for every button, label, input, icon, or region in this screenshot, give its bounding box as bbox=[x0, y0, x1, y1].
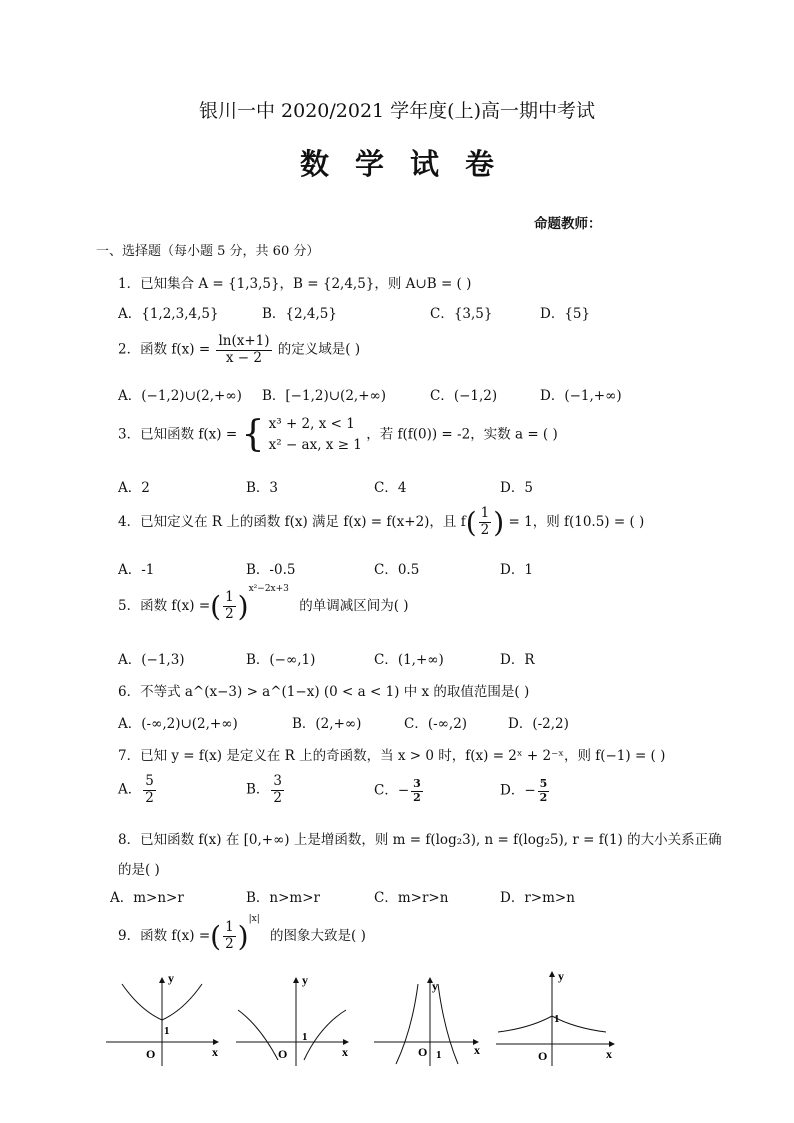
question-7-option-a: A． $\frac{5}{2}$ bbox=[118, 773, 154, 806]
question-1-stem: 1．已知集合 A = {1,3,5}，B = {2,4,5}，则 A∪B = ( ) bbox=[118, 276, 472, 292]
exam-title: 银川一中 2020/2021 学年度(上)高一期中考试 bbox=[198, 100, 595, 122]
teacher-label: 命题教师： bbox=[534, 216, 602, 232]
question-2-prefix: 2．函数 f(x) = bbox=[118, 341, 211, 358]
graph-d bbox=[496, 970, 614, 1066]
graph-b-one-label: 1 bbox=[302, 1031, 308, 1043]
question-8-option-a: A．m>n>r bbox=[110, 890, 184, 906]
graph-c bbox=[374, 978, 480, 1066]
question-5-prefix: 5．函数 f(x) = bbox=[118, 598, 211, 614]
question-4-stem: 4．已知定义在 R 上的函数 f(x) 满足 f(x) = f(x+2)，且 f( $\frac{1}{2}$ ) = 1，则 f(10.5) = ( ) bbox=[118, 505, 645, 539]
question-4-suffix: = 1，则 f(10.5) = ( ) bbox=[508, 514, 645, 530]
question-2-suffix: 的定义域是( ) bbox=[277, 341, 361, 358]
fraction-numerator: 1 bbox=[480, 505, 490, 522]
question-4-option-a: A．-1 bbox=[118, 562, 155, 578]
question-8-option-b: B．n>m>r bbox=[246, 890, 320, 906]
question-6-option-a: A．(-∞,2)∪(2,+∞) bbox=[118, 716, 238, 732]
question-9-prefix: 9．函数 f(x) = bbox=[118, 928, 211, 944]
question-9-exponent: |x| bbox=[248, 913, 260, 924]
question-9-graphs bbox=[100, 970, 620, 1070]
fraction-denominator: 2 bbox=[480, 522, 490, 538]
question-7-option-b: B． $\frac{3}{2}$ bbox=[246, 773, 283, 806]
fraction-numerator: 1 bbox=[225, 589, 234, 606]
fraction-denominator: 2 bbox=[225, 936, 234, 952]
question-4-option-d: D．1 bbox=[500, 562, 533, 578]
question-7-option-d: D．− $\frac{5}{2}$ bbox=[500, 777, 548, 804]
question-1-option-d: D．{5} bbox=[540, 306, 591, 322]
question-4-option-c: C．0.5 bbox=[374, 562, 420, 578]
question-6-option-b: B．(2,+∞) bbox=[292, 716, 362, 732]
graph-b-x-label: x bbox=[342, 1045, 348, 1059]
question-3-option-a: A．2 bbox=[118, 480, 150, 496]
fraction-denominator: x − 2 bbox=[225, 349, 263, 366]
question-3-option-b: B．3 bbox=[246, 480, 279, 496]
question-9-suffix: 的图象大致是( ) bbox=[270, 928, 366, 944]
case-1: x³ + 2, x < 1 bbox=[268, 416, 355, 432]
question-7-option-c: C．− $\frac{3}{2}$ bbox=[374, 777, 421, 804]
graph-a-x-label: x bbox=[212, 1045, 218, 1059]
question-3-option-c: C．4 bbox=[374, 480, 407, 496]
question-6-option-d: D．(-2,2) bbox=[508, 716, 569, 732]
question-4-option-b: B．-0.5 bbox=[246, 562, 296, 578]
question-5-stem: 5．函数 f(x) =( $\frac{1}{2}$ )$^{x^2-2x+3}$ 的单调减区间为( ) bbox=[118, 583, 409, 623]
fraction-numerator: 1 bbox=[225, 919, 234, 936]
graph-d-x-label: x bbox=[606, 1047, 612, 1061]
graph-a-y-label: y bbox=[168, 971, 174, 985]
question-3-option-d: D．5 bbox=[500, 480, 533, 496]
question-5-option-a: A．(−1,3) bbox=[118, 652, 185, 668]
question-9-fraction bbox=[223, 920, 236, 952]
question-5-fraction bbox=[223, 590, 236, 622]
question-7-stem: 7．已知 y = f(x) 是定义在 R 上的奇函数，当 x > 0 时，f(x) = 2ˣ + 2⁻ˣ，则 f(−1) = ( ) bbox=[118, 748, 666, 764]
graph-a-origin-label: O bbox=[146, 1047, 156, 1061]
question-6-option-c: C．(-∞,2) bbox=[404, 716, 468, 732]
question-2-option-b: B．[−1,2)∪(2,+∞) bbox=[262, 388, 387, 404]
question-4-prefix: 4．已知定义在 R 上的函数 f(x) 满足 f(x) = f(x+2)，且 f bbox=[118, 514, 466, 530]
fraction-numerator: ln(x+1) bbox=[218, 333, 270, 349]
option-fraction: $\frac{3}{2}$ bbox=[413, 777, 421, 804]
option-fraction: $\frac{5}{2}$ bbox=[145, 773, 154, 806]
question-8-option-c: C．m>r>n bbox=[374, 890, 449, 906]
question-9-stem: 9．函数 f(x) =( $\frac{1}{2}$ )$^{|x|}$ 的图象大致是( ) bbox=[118, 913, 366, 953]
question-5-option-b: B．(−∞,1) bbox=[246, 652, 316, 668]
question-2-option-a: A．(−1,2)∪(2,+∞) bbox=[118, 388, 242, 404]
graph-b-origin-label: O bbox=[278, 1047, 288, 1061]
graph-c-origin-label: O bbox=[418, 1045, 428, 1059]
graph-d-origin-label: O bbox=[538, 1049, 548, 1063]
option-fraction: $\frac{5}{2}$ bbox=[539, 777, 548, 804]
brace-symbol: { bbox=[241, 413, 265, 455]
graph-c-y-label: y bbox=[432, 979, 438, 993]
graph-d-y-label: y bbox=[558, 970, 564, 983]
section-heading: 一、选择题（每小题 5 分，共 60 分） bbox=[96, 244, 320, 259]
graph-d-one-label: 1 bbox=[554, 1013, 560, 1025]
question-2-option-d: D．(−1,+∞) bbox=[540, 388, 622, 404]
fraction-denominator: 2 bbox=[225, 606, 234, 622]
case-2: x² − ax, x ≥ 1 bbox=[268, 436, 362, 453]
graph-a bbox=[106, 971, 218, 1066]
question-1-option-a: A．{1,2,3,4,5} bbox=[118, 306, 219, 322]
graph-c-one-label: 1 bbox=[436, 1049, 442, 1061]
piecewise-cases bbox=[269, 414, 362, 456]
question-5-exponent: x²−2x+3 bbox=[248, 583, 289, 594]
question-8-stem-line2: 的是( ) bbox=[118, 862, 160, 878]
question-8-stem-line1: 8．已知函数 f(x) 在 [0,+∞) 上是增函数，则 m = f(log₂3), n = f(log₂5), r = f(1) 的大小关系正确 bbox=[118, 832, 722, 848]
option-fraction: $\frac{3}{2}$ bbox=[273, 773, 283, 806]
question-6-stem: 6．不等式 a^(x−3) > a^(1−x) (0 < a < 1) 中 x 的取值范围是( ) bbox=[118, 684, 530, 700]
question-2-stem bbox=[118, 334, 360, 366]
question-8-option-d: D．r>m>n bbox=[500, 890, 575, 906]
question-5-option-d: D．R bbox=[500, 652, 535, 668]
graph-b bbox=[236, 973, 348, 1066]
question-2-option-c: C．(−1,2) bbox=[430, 388, 498, 404]
question-5-suffix: 的单调减区间为( ) bbox=[299, 598, 409, 614]
subject-title: 数学试卷 bbox=[299, 147, 520, 181]
question-1-option-b: B．{2,4,5} bbox=[262, 306, 337, 322]
question-2-fraction bbox=[216, 334, 271, 366]
question-3-stem bbox=[118, 414, 558, 456]
question-1-option-c: C．{3,5} bbox=[430, 306, 493, 322]
question-3-suffix: ，若 f(f(0)) = -2，实数 a = ( ) bbox=[366, 426, 558, 443]
graph-b-y-label: y bbox=[302, 973, 308, 987]
graph-a-one-label: 1 bbox=[164, 1025, 170, 1037]
question-4-fraction bbox=[479, 506, 492, 538]
question-5-option-c: C．(1,+∞) bbox=[374, 652, 444, 668]
graph-c-x-label: x bbox=[474, 1043, 480, 1057]
question-3-prefix: 3．已知函数 f(x) = bbox=[118, 426, 238, 443]
